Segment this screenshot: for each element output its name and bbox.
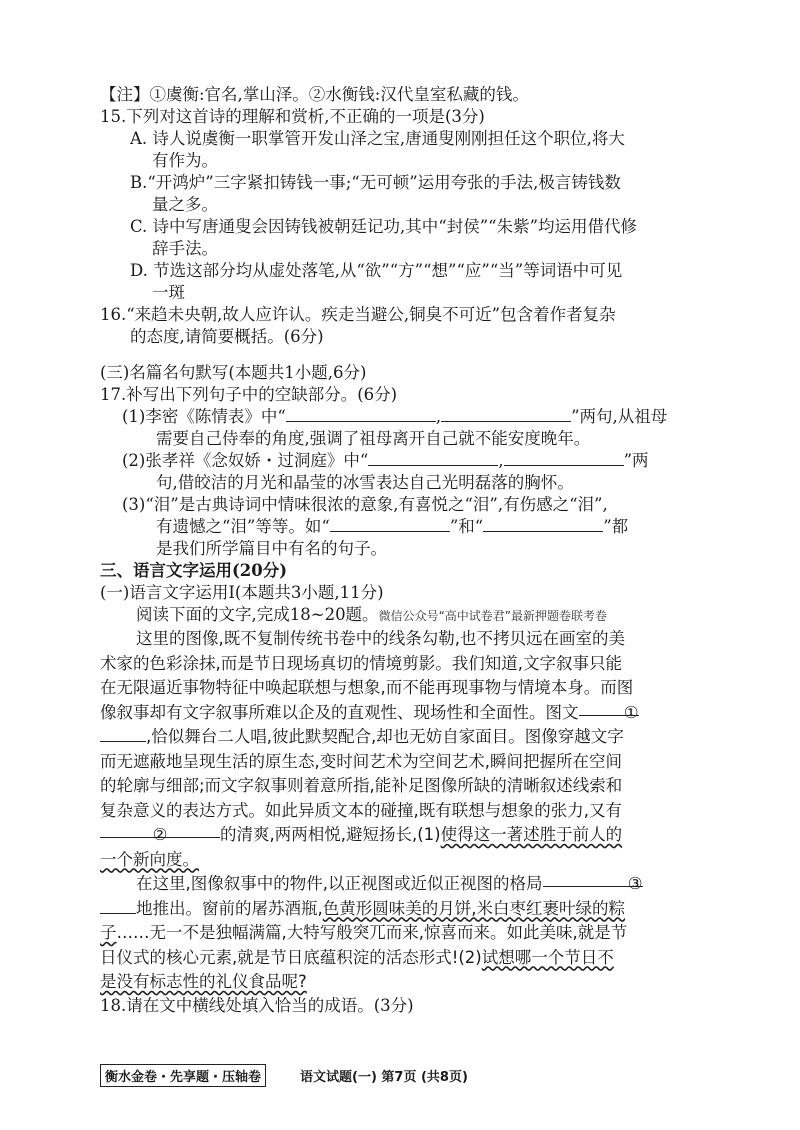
passage-line: 地推出。窗前的屠苏酒瓶,色黄形圆味美的月饼,米白枣红裹叶绿的粽: [100, 897, 710, 922]
q15-option-c-cont: 辞手法。: [152, 239, 218, 258]
q17-stem: 17.补写出下列句子中的空缺部分。(6分): [100, 385, 398, 404]
passage-line: 而无遮蔽地呈现生活的原生态,变时间艺术为空间艺术,瞬间把握所在空间: [100, 751, 622, 771]
page-footer: [100, 1064, 710, 1087]
passage-line: 这里的图像,既不复制传统书卷中的线条勾勒,也不拷贝远在画室的美: [136, 629, 625, 648]
subsection-1-heading: (一)语言文字运用Ⅰ(本题共3小题,11分): [100, 583, 384, 602]
passage-line: 像叙事却有文字叙事所难以企及的直观性、现场性和全面性。图文 ①: [100, 702, 639, 722]
q15-option-a-cont: 有作为。: [152, 151, 218, 170]
passage-line: 在无限逼近事物特征中唤起联想与想象,而不能再现事物与情境本身。而图: [100, 678, 634, 697]
note: 【注】①虞衡:官名,掌山泽。②水衡钱:汉代皇室私藏的钱。: [100, 85, 529, 104]
page-number: 语文试题(一) 第7页 (共8页): [300, 1070, 468, 1085]
passage-line: 在这里,图像叙事中的物件,以正视图或近似正视图的格局 ③: [136, 874, 643, 893]
passage-line: [100, 970, 710, 995]
q16-stem: 16.“来趋未央朝,故人应许认。疾走当避公,铜臭不可近”包含着作者复杂: [100, 305, 616, 324]
answer-blank[interactable]: [286, 407, 436, 422]
q17-item-3-end: 是我们所学篇目中有名的句子。: [156, 539, 387, 558]
answer-blank[interactable]: [368, 451, 498, 466]
answer-blank[interactable]: [330, 517, 450, 532]
section-3-heading: (三)名篇名句默写(本题共1小题,6分): [100, 363, 367, 382]
underlined-sentence-2: 试想哪一个节日不: [481, 947, 614, 967]
blank-3[interactable]: ③: [543, 872, 643, 887]
underlined-sentence-2-cont: 是没有标志性的礼仪食品呢?: [100, 972, 307, 991]
passage-line: 日仪式的核心元素,就是节日底蕴积淀的活态形式!(2)试想哪一个节日不: [100, 947, 614, 967]
underlined-phrase: 色黄形圆味美的月饼,米白枣红裹叶绿的粽: [322, 898, 625, 918]
q15-stem: 15.下列对这首诗的理解和赏析,不正确的一项是(3分): [100, 107, 485, 126]
underlined-sentence-1-cont: 一个新向度。: [100, 849, 199, 869]
q17-item-1: (1)李密《陈情表》中“ , ”两句,从祖母: [122, 407, 668, 426]
blank-1[interactable]: ①: [579, 701, 639, 716]
reading-intro: 阅读下面的文字,完成18~20题。微信公众号“高中试卷君”最新押题卷联考卷: [136, 605, 607, 624]
blank-2[interactable]: ②: [100, 823, 220, 838]
passage-line: 复杂意义的表达方式。如此异质文本的碰撞,既有联想与想象的张力,又有: [100, 800, 622, 820]
passage-line: ② 的清爽,两两相悦,避短扬长,(1)使得这一著述胜于前人的: [100, 823, 710, 848]
exam-page: [100, 84, 710, 1017]
answer-blank[interactable]: [483, 517, 603, 532]
q15-option-d: D. 节选这部分均从虚处落笔,从“欲”“方”“想”“应”“当”等词语中可见: [130, 261, 623, 280]
brand-label: 衡水金卷・先享题・压轴卷: [100, 1064, 266, 1087]
passage-line: 术家的色彩涂抹,而是节日现场真切的情境剪影。我们知道,文字叙事只能: [100, 653, 622, 673]
part-3-heading: 三、语言文字运用(20分): [100, 561, 288, 580]
underlined-sentence-1: 使得这一著述胜于前人的: [440, 825, 623, 844]
q17-item-2: (2)张孝祥《念奴娇・过洞庭》中“ , ”两: [122, 451, 649, 470]
passage-line: 的轮廓与细部;而文字叙事则着意所指,能补足图像所缺的清晰叙述线索和: [100, 776, 623, 795]
q15-option-c: C. 诗中写唐通叟会因铸钱被朝廷记功,其中“封侯”“朱紫”均运用借代修: [130, 217, 638, 236]
q15-option-d-cont: 一斑: [152, 283, 185, 302]
passage-line: 子……无一不是独幅满篇,大特写般突兀而来,惊喜而来。如此美味,就是节: [100, 923, 628, 942]
answer-blank[interactable]: [504, 451, 624, 466]
q15-option-b-cont: 量之多。: [152, 195, 218, 214]
passage-line: ,恰似舞台二人唱,彼此默契配合,却也无妨自家面目。图像穿越文字: [100, 725, 710, 750]
answer-blank[interactable]: [441, 407, 571, 422]
q17-item-2-cont: 句,借皎洁的月光和晶莹的冰雪表达自己光明磊落的胸怀。: [156, 473, 574, 492]
q17-item-3: (3)“泪”是古典诗词中情味很浓的意象,有喜悦之“泪”,有伤感之“泪”,: [122, 495, 608, 514]
q15-option-a: A. 诗人说虞衡一职掌管开发山泽之宝,唐通叟刚刚担任这个职位,将大: [130, 129, 625, 148]
blank-1-cont[interactable]: [100, 727, 146, 742]
q17-item-3-cont: 有遗憾之“泪”等等。如“ ”和“ ”都: [156, 517, 629, 536]
q18-stem: 18.请在文中横线处填入恰当的成语。(3分): [100, 995, 414, 1015]
blank-3-cont[interactable]: [100, 899, 136, 914]
q15-option-b: B.“开鸿炉”三字紧扣铸钱一事;“无可顿”运用夸张的手法,极言铸钱数: [130, 173, 621, 192]
q16-stem-cont: 的态度,请简要概括。(6分): [130, 327, 324, 346]
passage-line: [100, 848, 710, 873]
watermark: 微信公众号“高中试卷君”最新押题卷联考卷: [378, 609, 607, 623]
underlined-phrase-cont: 子: [100, 923, 117, 942]
q17-item-1-cont: 需要自己侍奉的角度,强调了祖母离开自己就不能安度晚年。: [156, 429, 591, 448]
